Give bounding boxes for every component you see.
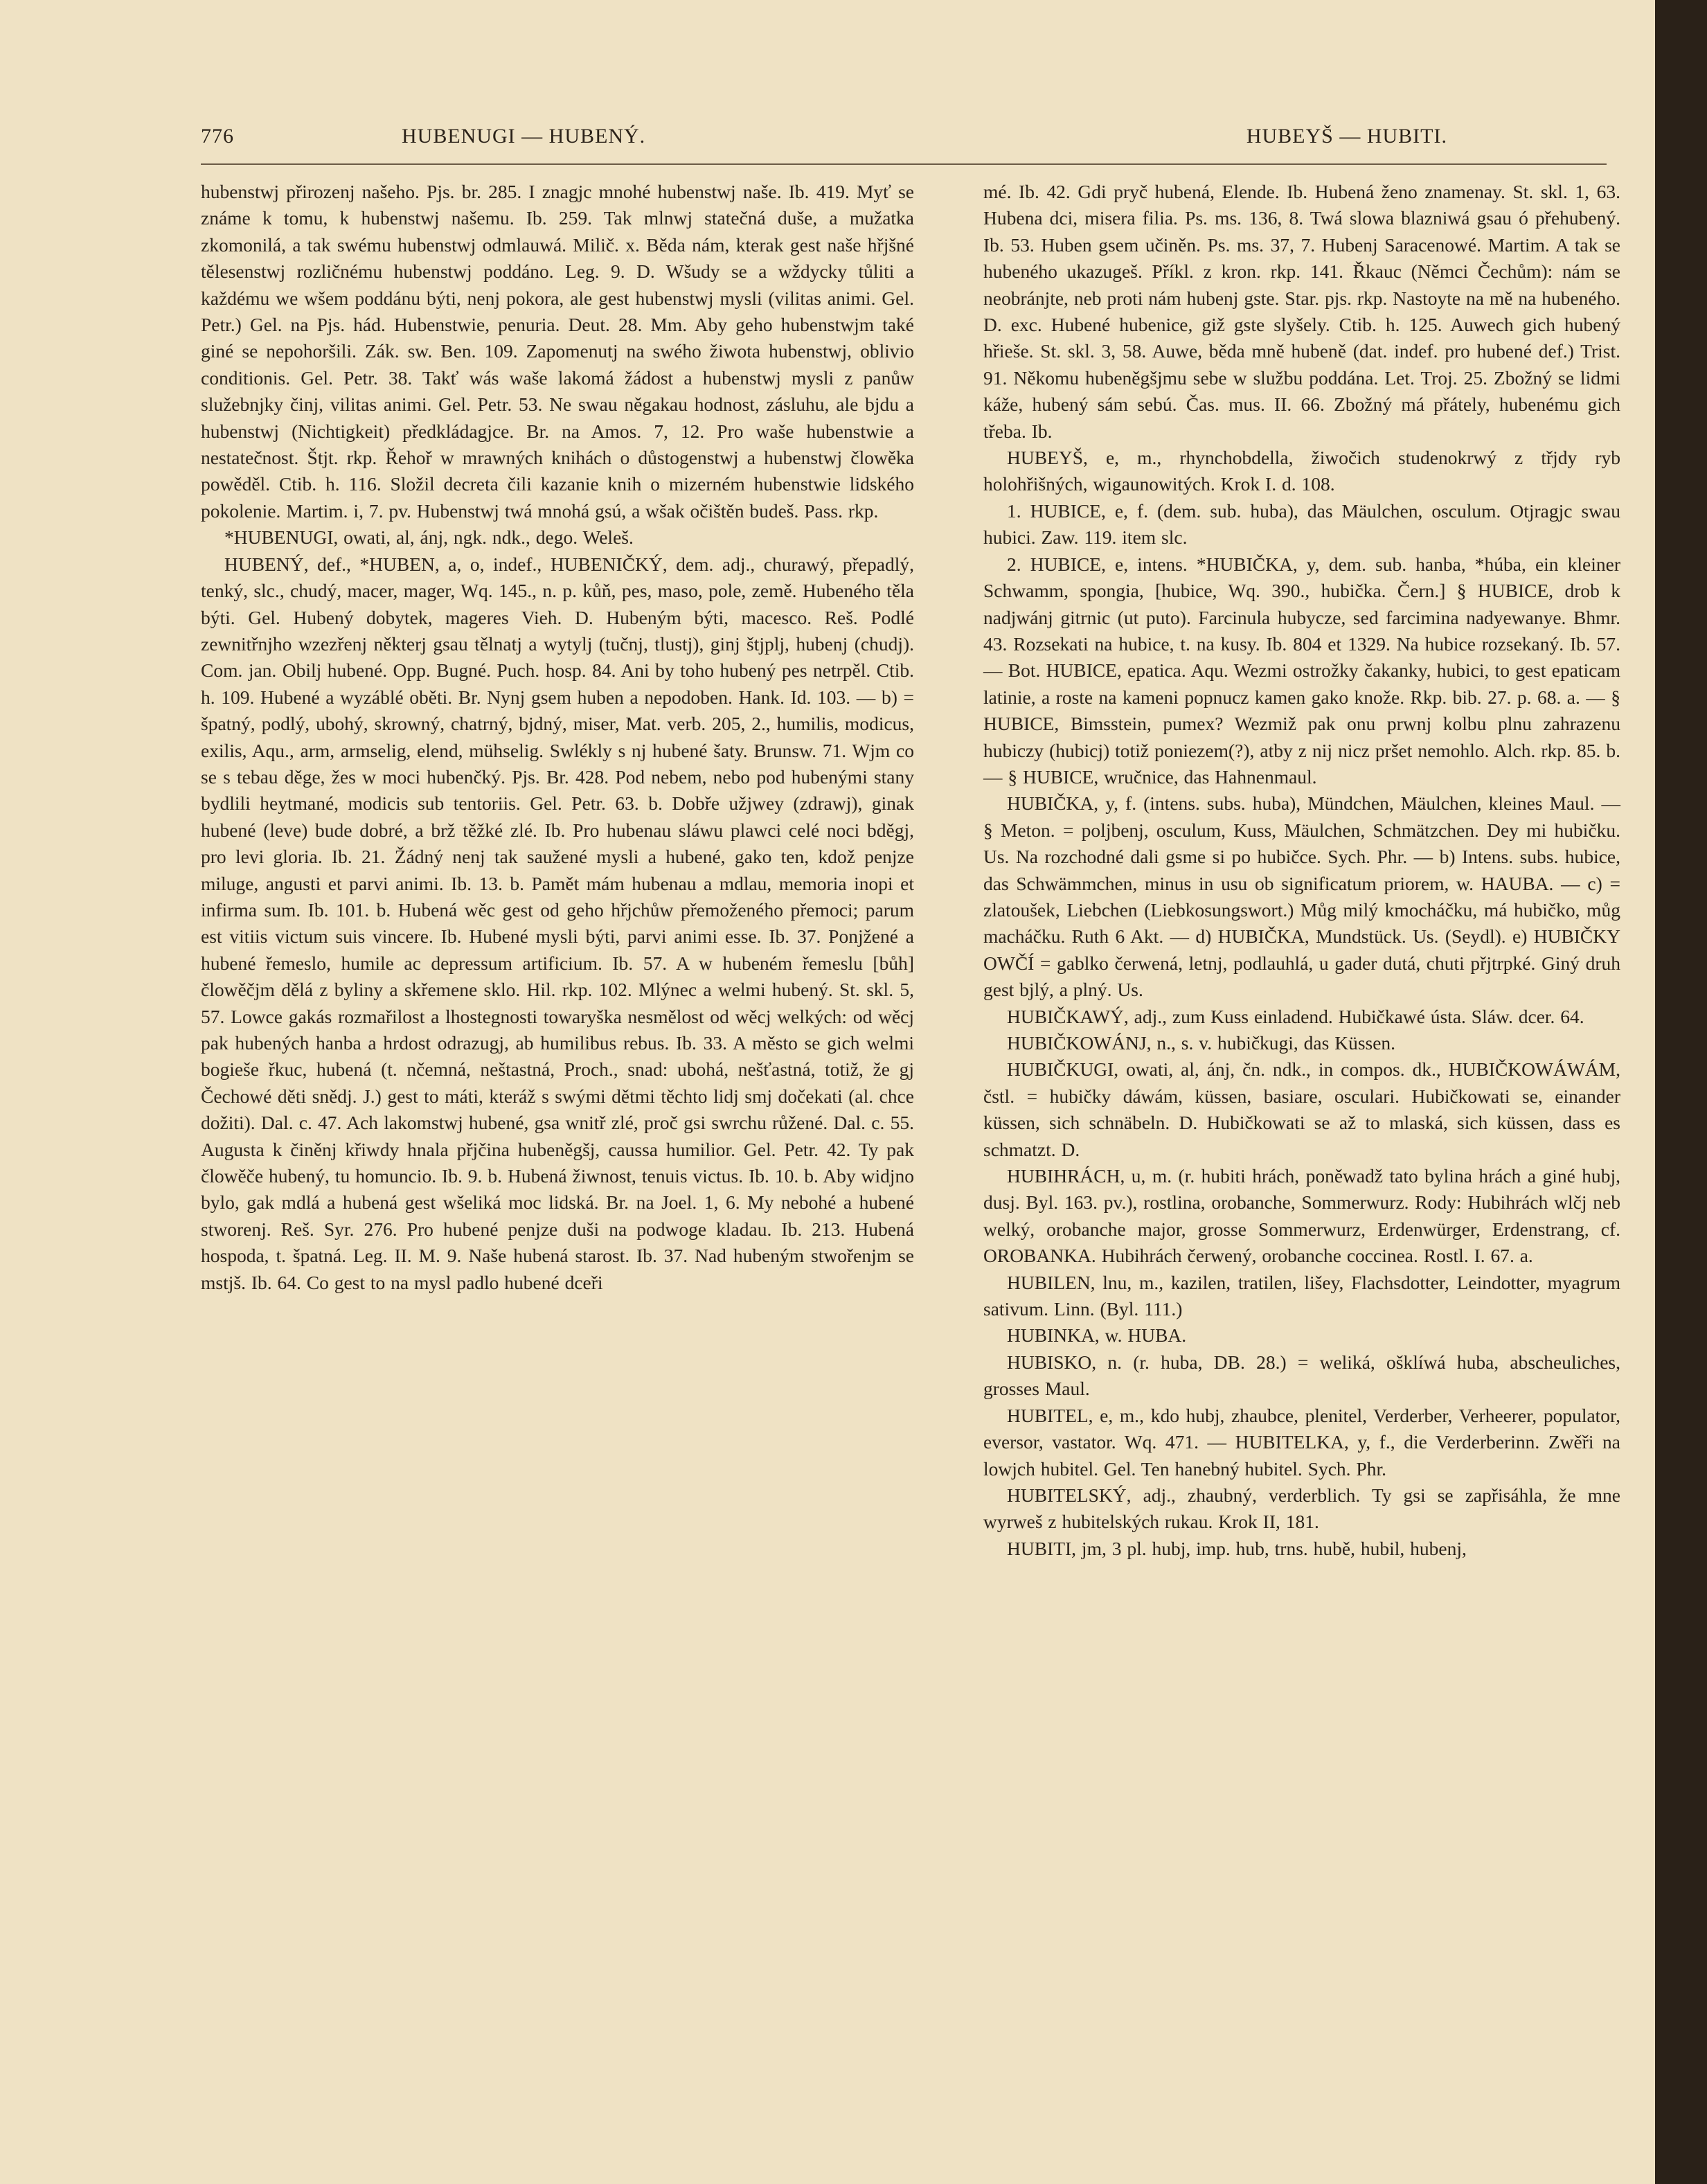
entry-paragraph: HUBIČKOWÁNJ, n., s. v. hubičkugi, das Küssen.: [1007, 1032, 1396, 1054]
entry-paragraph: HUBISKO, n. (r. huba, DB. 28.) = weliká, ošklíwá huba, abscheuliches, grosses Maul.: [983, 1351, 1620, 1400]
entry-paragraph: HUBITELSKÝ, adj., zhaubný, verderblich. Ty gsi se zapřisáhla, že mne wyrweš z hubitelských rukau. Krok II, 181.: [983, 1484, 1620, 1533]
entry-paragraph: 2. HUBICE, e, intens. *HUBIČKA, y, dem. sub. hanba, *húba, ein kleiner Schwamm, spongia, [hubice, Wq. 390., hubička. Čern.] § HUBICE, drob k nadjwánj gitrnic (ut puto). Farcinula hubycze, sed farcimina nadyewanye. Bhmr. 43. Rozsekati na hubice, t. na kusy. Ib. 804 et 1329. Na hubice rozsekaný. Ib. 57. — Bot. HUBICE, epatica. Aqu. Wezmi ostrožky čakanky, hubici, to gest epaticam latinie, a roste na kameni popnucz kamen gako knože. Rkp. bib. 27. p. 68. a. — § HUBICE, Bimsstein, pumex? Wezmiž pak onu prwnj kolbu plnu zahrazenu hubiczy (hubicj) totiž poniezem(?), atby z nij nicz pršet nemohlo. Alch. rkp. 85. b. — § HUBICE, wručnice, das Hahnenmaul.: [983, 553, 1620, 788]
header-rule: [201, 163, 1607, 165]
entry-paragraph: HUBIČKAWÝ, adj., zum Kuss einladend. Hubičkawé ústa. Sláw. dcer. 64.: [1007, 1005, 1584, 1027]
entry-paragraph: HUBITI, jm, 3 pl. hubj, imp. hub, trns. hubě, hubil, hubenj,: [1007, 1537, 1467, 1559]
entry-paragraph: 1. HUBICE, e, f. (dem. sub. huba), das Mäulchen, osculum. Otjragjc swau hubici. Zaw. 119. item slc.: [983, 499, 1620, 549]
entry-paragraph: HUBIČKUGI, owati, al, ánj, čn. ndk., in compos. dk., HUBIČKOWÁWÁM, čstl. = hubičky dáwám, küssen, basiare, osculari. Hubičkowati se, einander küssen, sich schnäbeln. D. Hubičkowati se až to mlaská, sich küssen, dass es schmatzt. D.: [983, 1058, 1620, 1160]
entry-paragraph: HUBIHRÁCH, u, m. (r. hubiti hrách, poněwadž tato bylina hrách a giné hubj, dusj. Byl. 163. pv.), rostlina, orobanche, Sommerwurz. Rody: Hubihrách wlčj neb welký, orobanche major, grosse Sommerwurz, Erdenwürger, Erdenstrang, cf. OROBANKA. Hubihrách čerwený, orobanche coccinea. Rostl. I. 67. a.: [983, 1165, 1620, 1267]
entry-paragraph: HUBILEN, lnu, m., kazilen, tratilen, lišey, Flachsdotter, Leindotter, myagrum sativum. Linn. (Byl. 111.): [983, 1271, 1620, 1320]
book-spine-shadow: [1655, 0, 1707, 2184]
right-running-title: HUBEYŠ — HUBITI.: [1246, 125, 1447, 148]
left-column: [201, 179, 914, 1296]
entry-paragraph: HUBINKA, w. HUBA.: [1007, 1324, 1187, 1347]
entry-paragraph: mé. Ib. 42. Gdi pryč hubená, Elende. Ib. Hubená ženo znamenay. St. skl. 1, 63. Hubena dci, misera filia. Ps. ms. 136, 8. Twá slowa blazniwá gsau ó přehubený. Ib. 53. Huben gsem učiněn. Ps. ms. 37, 7. Hubenj Saracenowé. Martim. A tak se hubeného ukazugeš. Příkl. z kron. rkp. 141. Řkauc (Němci Čechům): nám se neobránjte, neb proti nám hubenj gste. Star. pjs. rkp. Nastoyte na mě na hubeného. D. exc. Hubené hubenice, giž gste slyšely. Ctib. h. 125. Auwech gich hubený hřieše. St. skl. 3, 58. Auwe, běda mně hubeně (dat. indef. pro hubené def.) Trist. 91. Někomu hubeněgšjmu sebe w službu poddána. Let. Troj. 25. Zbožný se lidmi káže, hubený sám sebú. Čas. mus. II. 66. Zbožný má přátely, hubenému gich třeba. Ib.: [983, 181, 1620, 442]
entry-paragraph: hubenstwj přirozenj našeho. Pjs. br. 285. I znagjc mnohé hubenstwj naše. Ib. 419. Myť se známe k tomu, k hubenstwj našemu. Ib. 259. Tak mlnwj statečná duše, a mužatka zkomonilá, a tak swému hubenstwj odmlauwá. Milič. x. Běda nám, kterak gest naše hřjšné tělesenstwj rozličnému hubenstwj poddáno. Leg. 9. D. Wšudy se a wždycky tůliti a každému we wšem poddánu býti, nenj pokora, ale gest hubenstwj mysli (vilitas animi. Gel. Petr.) Gel. na Pjs. hád. Hubenstwie, penuria. Deut. 28. Mm. Aby geho hubenstwjm také giné se nepohoršili. Zák. sw. Ben. 109. Zapomenutj na swého žiwota hubenstwj, oblivio conditionis. Gel. Petr. 38. Takť wás waše lakomá žádost a hubenstwj mysli z panůw služebnjky činj, vilitas animi. Gel. Petr. 53. Ne swau něgakau hodnost, zásluhu, ale bjdu a hubenstwj (Nichtigkeit) předkládagjce. Br. na Amos. 7, 12. Pro waše hubenstwie a nestatečnost. Štjt. rkp. Řehoř w mrawných knihách o důstogenstwj a hubenstwj člowěka powěděl. Ctib. h. 116. Složil decreta čili kazanie knih o mizerném hubenstwie lidského pokolenie. Martim. i, 7. pv. Hubenstwj twá mnohá gsú, a wšak očištěn budeš. Pass. rkp.: [201, 181, 914, 522]
right-column: [983, 179, 1620, 1562]
entry-paragraph: HUBITEL, e, m., kdo hubj, zhaubce, plenitel, Verderber, Verheerer, populator, eversor, vastator. Wq. 471. — HUBITELKA, y, f., die Verderberinn. Zwěři na lowjch hubitel. Gel. Ten hanebný hubitel. Sych. Phr.: [983, 1404, 1620, 1480]
entry-paragraph: HUBIČKA, y, f. (intens. subs. huba), Mündchen, Mäulchen, kleines Maul. — § Meton. = poljbenj, osculum, Kuss, Mäulchen, Schmätzchen. Dey mi hubičku. Us. Na rozchodné dali gsme si po hubičce. Sych. Phr. — b) Intens. subs. hubice, das Schwämmchen, minus in usu ob significatum priorem, w. HAUBA. — c) = zlatoušek, Liebchen (Liebkosungswort.) Můg milý kmocháčku, má hubičko, můg macháčku. Ruth 6 Akt. — d) HUBIČKA, Mundstück. Us. (Seydl). e) HUBIČKY OWČÍ = gablko čerwená, letnj, podlauhlá, u gader dutá, chuti přjtrpké. Giný druh gest bjlý, a plný. Us.: [983, 792, 1620, 1001]
entry-paragraph: *HUBENUGI, owati, al, ánj, ngk. ndk., dego. Weleš.: [224, 526, 634, 549]
page-number: 776: [201, 125, 234, 148]
entry-paragraph: HUBEYŠ, e, m., rhynchobdella, žiwočich studenokrwý z třjdy ryb holohřišných, wigaunowitých. Krok I. d. 108.: [983, 447, 1620, 495]
left-running-title: HUBENUGI — HUBENÝ.: [402, 125, 646, 148]
page-header: [201, 125, 1447, 159]
entry-paragraph: HUBENÝ, def., *HUBEN, a, o, indef., HUBENIČKÝ, dem. adj., churawý, přepadlý, tenký, slc., chudý, macer, mager, Wq. 145., n. p. kůň, pes, maso, pole, země. Hubeného těla býti. Gel. Hubený dobytek, mageres Vieh. D. Hubeným býti, macesco. Reš. Podlé zewnitřnjho wzezřenj některj gsau tělnatj a wytylj (tučnj, tlustj), ginj štjplj, hubenj (chudj). Com. jan. Obilj hubené. Opp. Bugné. Puch. hosp. 84. Ani by toho hubený pes netrpěl. Ctib. h. 109. Hubené a wyzáblé oběti. Br. Nynj gsem huben a nepodoben. Hank. Id. 103. — b) = špatný, podlý, ubohý, skrowný, chatrný, bjdný, miser, Mat. verb. 205, 2., humilis, modicus, exilis, Aqu., arm, armselig, elend, mühselig. Swlékly s nj hubené šaty. Brunsw. 71. Wjm co se s tebau děge, žes w moci hubenčký. Pjs. Br. 428. Pod nebem, nebo pod hubenými stany bydlili heytmané, modicis sub tentoriis. Gel. Petr. 63. b. Dobře užjwey (zdrawj), ginak hubené (leve) bude dobré, a brž těžké zlé. Ib. Pro hubenau sláwu plawci celé noci bděgj, pro levi gloria. Ib. 21. Žádný nenj tak saužené mysli a hubené, gako ten, kdož penjze miluge, angusti et parvi animi. Ib. 13. b. Pamět mám hubenau a mdlau, memoria inopi et infirma sum. Ib. 101. b. Hubená wěc gest od geho hřjchůw přemoženého přemoci; parum est vitiis victum suis vincere. Ib. Hubené mysli býti, parvi animi esse. Ib. 37. Ponjžené a hubené řemeslo, humile ac depressum artificium. Ib. 57. A w hubeném řemeslu [bůh] člowěčjm dělá z byliny a skřemene sklo. Hil. rkp. 102. Mlýnec a welmi hubený. St. skl. 5, 57. Lowce gakás rozmařilost a lhostegnosti towaryška nesmělost od wěcj welkých: od wěcj pak hubených hanba a hrdost odrazugj, ab humilibus rebus. Ib. 33. A město se gich welmi bogieše řkuc, hubená (t. nčemná, neštastná, Proch., snad: ubohá, nešťastná, totiž, že gj Čechowé děti snědj. J.) gest to máti, kteráž s swými dětmi těchto lidj smj dočekati (al. chce dožiti). Dal. c. 47. Ach lakomstwj hubené, gsa wnitř zlé, proč gsi swrchu růžené. Dal. c. 55. Augusta k činěnj křiwdy hnala přjčina hubeněgšj, caussa humilior. Gel. Petr. 42. Ty pak člowěče hubený, tu homuncio. Ib. 9. b. Hubená žiwnost, tenuis victus. Ib. 10. b. Aby widjno bylo, gak mdlá a hubená gest wšeliká moc lidská. Br. na Joel. 1, 6. My nebohé a hubené stworenj. Reš. Syr. 276. Pro hubené penjze duši na podwoge kladau. Ib. 213. Hubená hospoda, t. špatná. Leg. II. M. 9. Naše hubená starost. Ib. 37. Nad hubeným stwořenjm se mstjš. Ib. 64. Co gest to na mysl padlo hubené dceři: [201, 553, 914, 1293]
